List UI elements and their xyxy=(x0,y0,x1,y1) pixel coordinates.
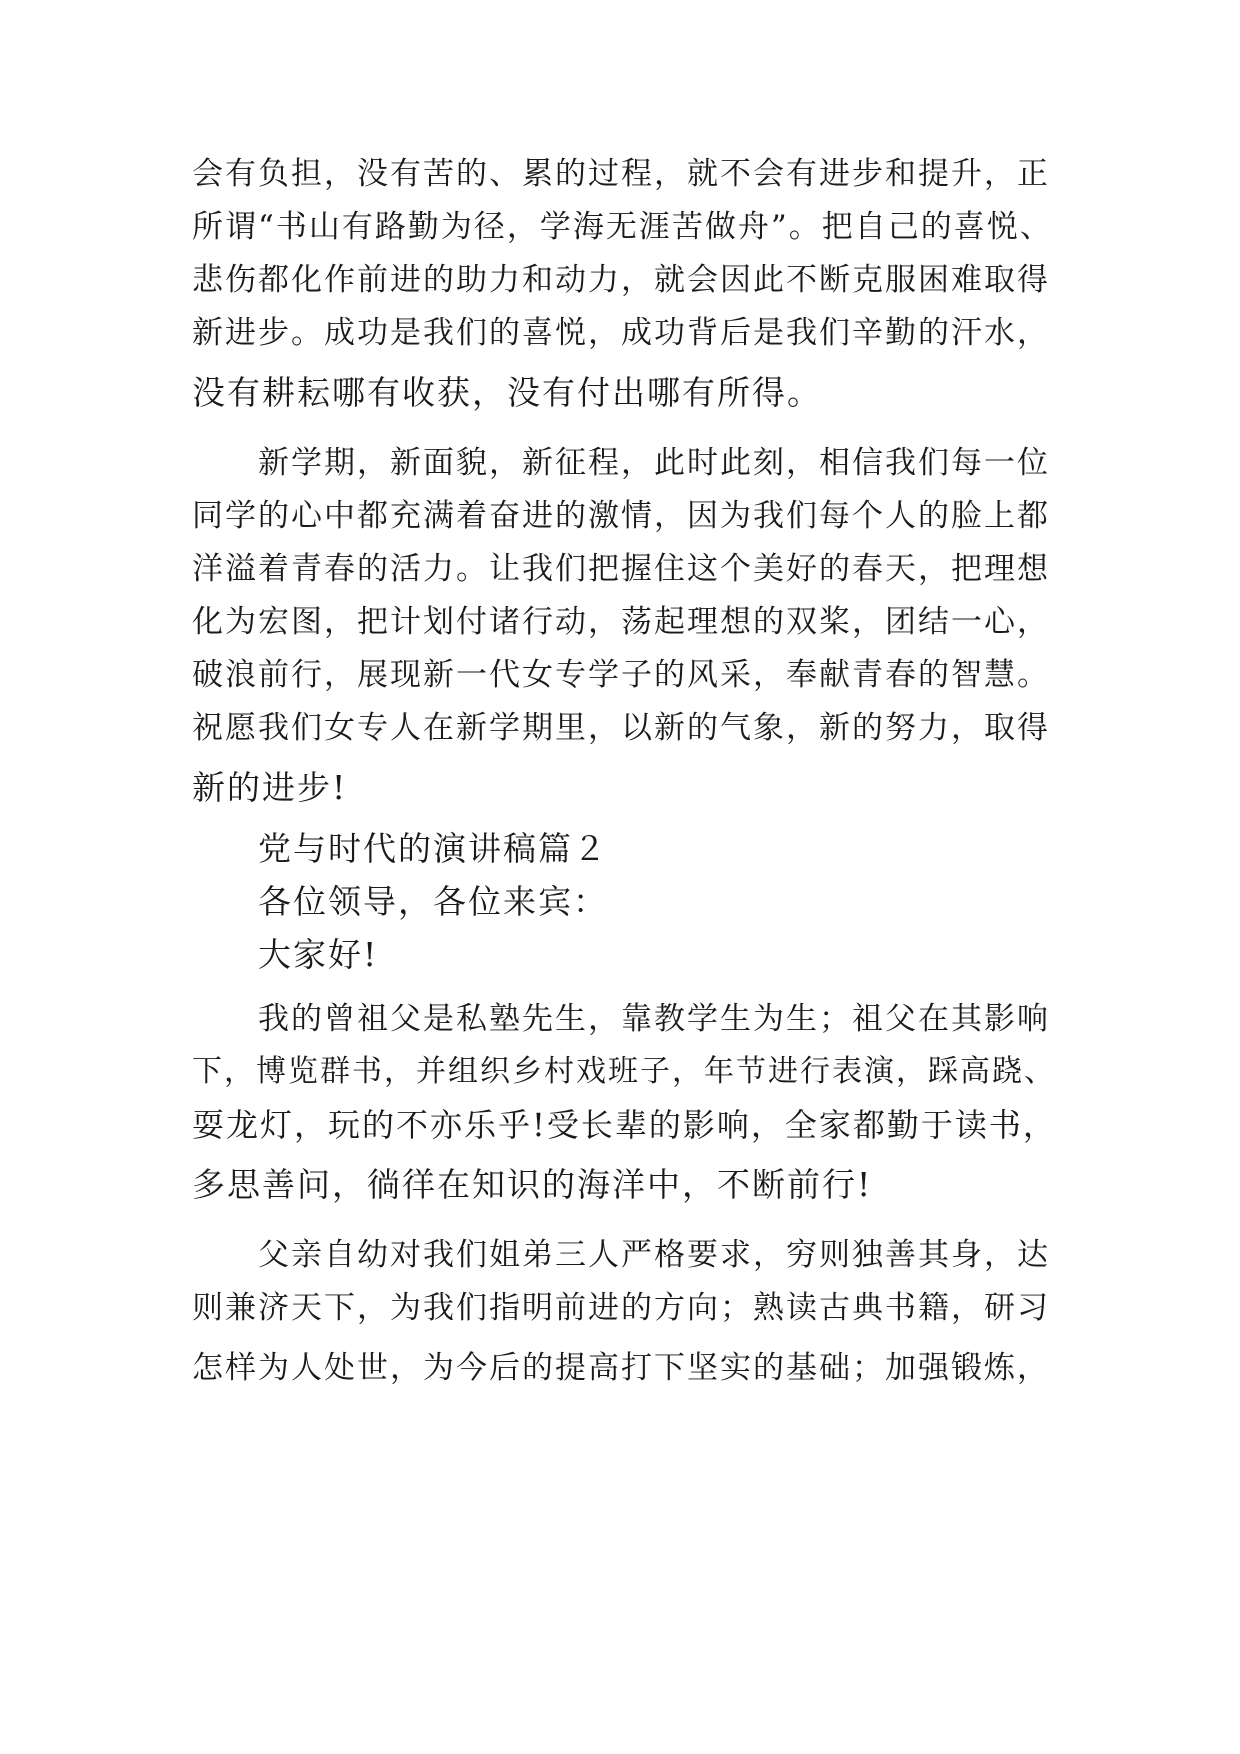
text-line: 化为宏图，把计划付诸行动，荡起理想的双桨，团结一心， xyxy=(192,604,1050,640)
text-line: 则兼济天下，为我们指明前进的方向；熟读古典书籍，研习 xyxy=(192,1290,1050,1326)
text-line: 多思善问，徜徉在知识的海洋中，不断前行! xyxy=(192,1165,873,1204)
text-line: 怎样为人处世，为今后的提高打下坚实的基础；加强锻炼， xyxy=(192,1350,1050,1386)
paragraph-first-line: 我的曾祖父是私塾先生，靠教学生为生；祖父在其影响 xyxy=(258,1001,1050,1037)
greeting: 大家好! xyxy=(258,935,379,974)
text-line: 没有耕耘哪有收获，没有付出哪有所得。 xyxy=(192,373,822,412)
salutation: 各位领导，各位来宾： xyxy=(258,882,608,921)
paragraph-first-line: 新学期，新面貌，新征程，此时此刻，相信我们每一位 xyxy=(258,445,1050,481)
text-line: 耍龙灯，玩的不亦乐乎!受长辈的影响，全家都勤于读书， xyxy=(192,1106,1057,1144)
text-line: 悲伤都化作前进的助力和动力，就会因此不断克服困难取得 xyxy=(192,262,1050,298)
text-line: 会有负担，没有苦的、累的过程，就不会有进步和提升，正 xyxy=(192,156,1050,192)
section-title: 党与时代的演讲稿篇２ xyxy=(258,829,608,868)
text-line: 下，博览群书，并组织乡村戏班子，年节进行表演，踩高跷、 xyxy=(192,1054,1056,1089)
text-line: 祝愿我们女专人在新学期里，以新的气象，新的努力，取得 xyxy=(192,710,1050,746)
text-line: 破浪前行，展现新一代女专学子的风采，奉献青春的智慧。 xyxy=(192,657,1050,693)
text-line: 洋溢着青春的活力。让我们把握住这个美好的春天，把理想 xyxy=(192,551,1050,587)
paragraph-first-line: 父亲自幼对我们姐弟三人严格要求，穷则独善其身，达 xyxy=(258,1237,1050,1273)
text-line: 新进步。成功是我们的喜悦，成功背后是我们辛勤的汗水， xyxy=(192,315,1050,351)
text-line: 新的进步! xyxy=(192,768,348,807)
text-line: 同学的心中都充满着奋进的激情，因为我们每个人的脸上都 xyxy=(192,498,1050,534)
text-line: 所谓“书山有路勤为径，学海无涯苦做舟”。把自己的喜悦、 xyxy=(192,209,1053,245)
